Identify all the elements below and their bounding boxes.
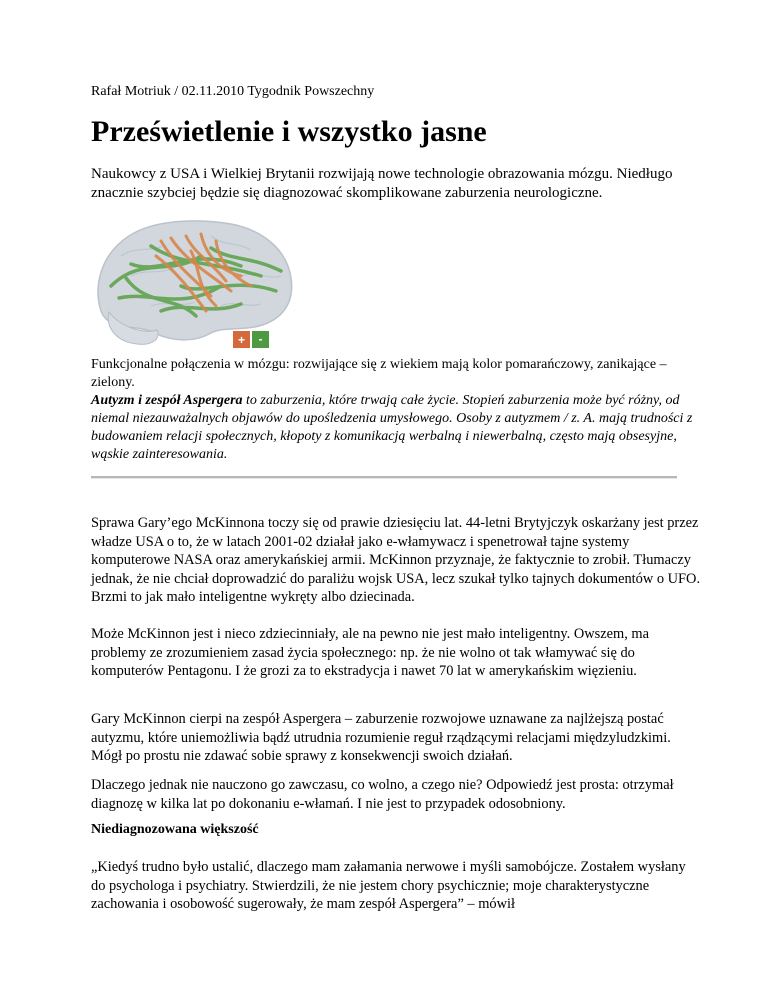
minus-label: - [258,332,263,346]
figure-caption [91,356,711,464]
plus-label: + [237,333,246,347]
horizontal-divider [91,476,677,479]
body-paragraph-4: Dlaczego jednak nie nauczono go zawczasu, co wolno, a czego nie? Odpowiedź jest prosta: otrzymał diagnozę w kilka lat po dokonaniu e-włamań. I nie jest to przypadek odosobniony. [91,777,674,812]
section-subheading: Niediagnozowana większość [91,822,259,837]
caption-note: to zaburzenia, które trwają całe życie. Stopień zaburzenia może być różny, od niemal niezauważalnych objawów do upośledzenia umysłowego. Osoby z autyzmem / z. A. mają trudności z budowaniem relacji społecznych, kłopoty z komunikacją werbalną i niewerbalną, często mają obsesyjne, wąskie zainteresowania. [91,393,693,462]
body-paragraph-2: Może McKinnon jest i nieco zdziecinniały, ale na pewno nie jest mało inteligentny. Owszem, ma problemy ze zrozumieniem zasad życia społecznego: np. że nie wolno ot tak włamywać się do komputerów Pentagonu. I że grozi za to ekstradycja i nawet 70 lat w amerykańskim więzieniu. [91,626,650,679]
body-paragraph-1: Sprawa Gary’ego McKinnona toczy się od prawie dziesięciu lat. 44-letni Brytyjczyk oskarżany jest przez władze USA o to, że w latach 2001-02 działał jako e-włamywacz i spenetrował tajne systemy komputerowe NASA oraz amerykańskiej armii. McKinnon przyznaje, że faktycznie to zrobił. Tłumaczy jednak, że nie chciał doprowadzić do paraliżu wojsk USA, lecz szukał tylko tajnych dokumentów o UFO. Brzmi to jak mało inteligentne wykręty albo dziecinada. [91,515,701,605]
article-title: Prześwietlenie i wszystko jasne [91,115,487,148]
caption-term: Autyzm i zespół Aspergera [91,393,243,408]
body-paragraph-5: „Kiedyś trudno było ustalić, dlaczego mam załamania nerwowe i myśli samobójcze. Zostałem wysłany do psychologa i psychiatry. Stwierdzili, że nie jestem chory psychicznie; moje charakterystyczne zachowania i osobowość sugerowały, że mam zespół Aspergera” – mówił [91,859,686,912]
brain-connections-image [91,216,296,356]
caption-line: Funkcjonalne połączenia w mózgu: rozwijające się z wiekiem mają kolor pomarańczowy, zanikające – zielony. [91,357,667,390]
byline: Rafał Motriuk / 02.11.2010 Tygodnik Powszechny [91,84,375,99]
lead-paragraph: Naukowcy z USA i Wielkiej Brytanii rozwijają nowe technologie obrazowania mózgu. Niedługo znacznie szybciej będzie się diagnozować skomplikowane zaburzenia neurologiczne. [91,166,673,201]
body-paragraph-3: Gary McKinnon cierpi na zespół Aspergera – zaburzenie rozwojowe uznawane za najlżejszą postać autyzmu, które uniemożliwia bądź utrudnia rozumienie reguł rządzącymi relacjami międzyludzkimi. Mógł po prostu nie zdawać sobie sprawy z konsekwencji swoich działań. [91,711,671,764]
brain-illustration [91,216,296,356]
